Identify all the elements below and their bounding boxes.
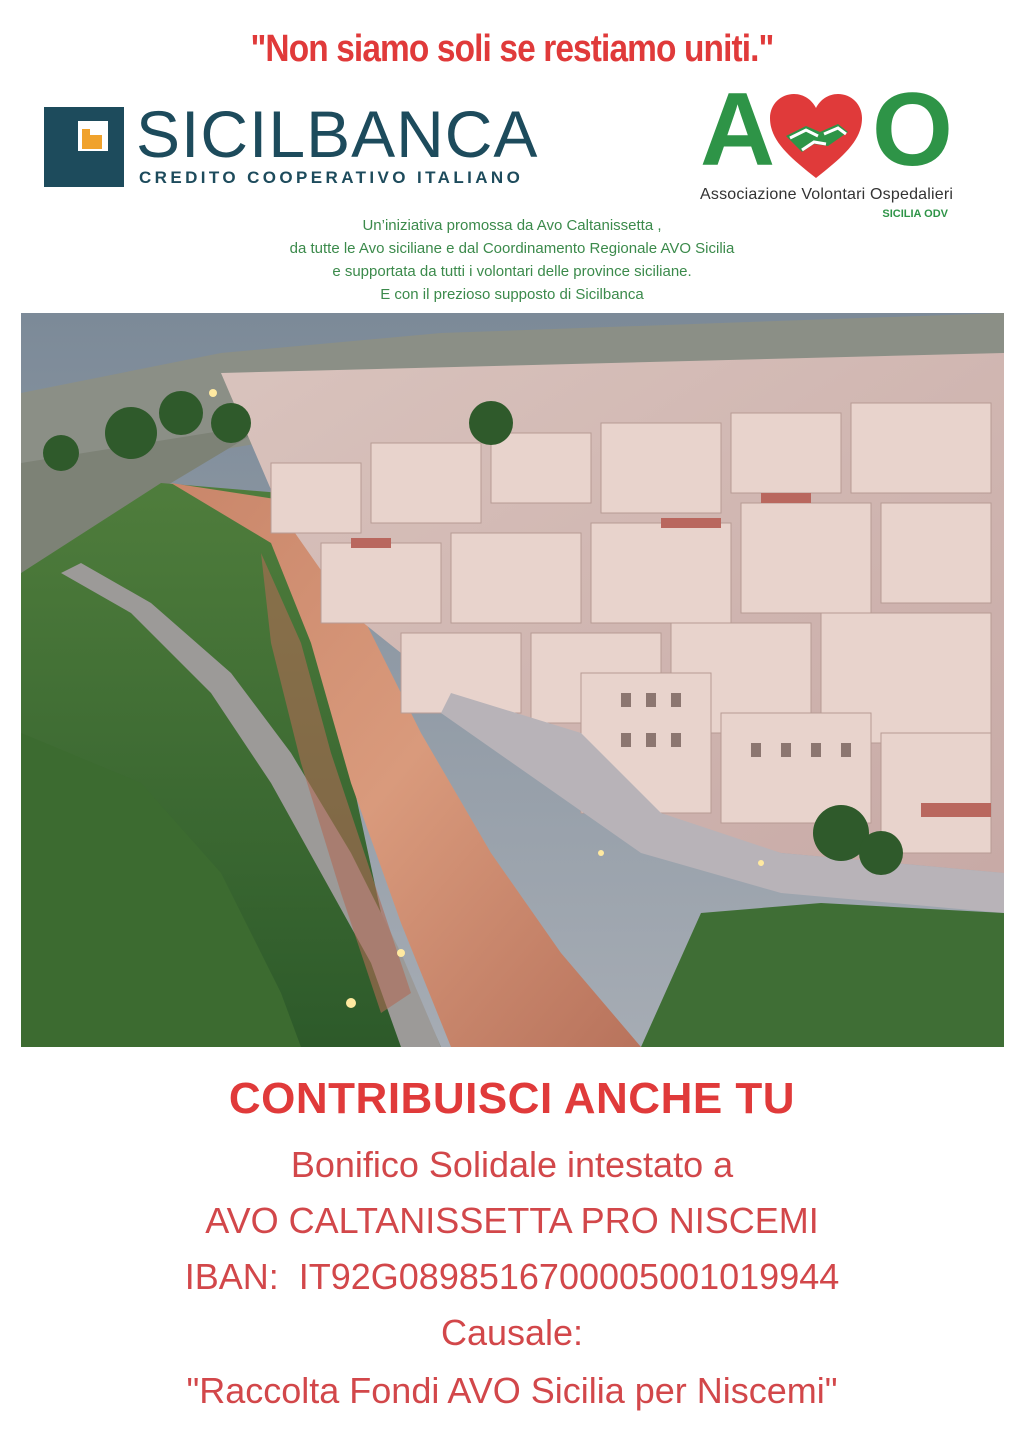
intro-line: da tutte le Avo siciliane e dal Coordinamento Regionale AVO Sicilia <box>289 240 735 257</box>
sicilbanca-mark-icon <box>44 107 124 187</box>
cta-line-iban: IBAN: IT92G0898516700005001019944 <box>184 1256 840 1297</box>
landslide-photo-illustration <box>21 313 1004 1047</box>
heart-hands-icon <box>768 92 864 182</box>
sicilbanca-logo <box>44 97 564 194</box>
cta-line-bonifico: Bonifico Solidale intestato a <box>290 1144 734 1185</box>
tagline: "Non siamo soli se restiamo uniti." <box>250 28 774 70</box>
avo-logo <box>700 72 960 225</box>
cta-line-causale-label: Causale: <box>440 1312 584 1353</box>
avo-letter-o: O <box>872 72 953 188</box>
intro-text <box>0 214 1024 306</box>
sicilbanca-subtitle: CREDITO COOPERATIVO ITALIANO <box>139 168 524 187</box>
avo-letter-a: A <box>700 72 776 188</box>
avo-full-name: Associazione Volontari Ospedalieri <box>700 186 954 203</box>
cta-line-causale-value: "Raccolta Fondi AVO Sicilia per Niscemi" <box>186 1370 838 1411</box>
avo-region: SICILIA ODV <box>882 208 948 220</box>
landslide-photo <box>21 313 1004 1047</box>
cta-line-beneficiary: AVO CALTANISSETTA PRO NISCEMI <box>205 1200 819 1241</box>
sicilbanca-name: SICILBANCA <box>136 97 539 171</box>
intro-line: Un’iniziativa promossa da Avo Caltanissetta , <box>362 217 662 234</box>
avo-wordmark <box>700 72 953 188</box>
cta-title: CONTRIBUISCI ANCHE TU <box>228 1074 796 1123</box>
intro-line: e supportata da tutti i volontari delle province siciliane. <box>332 263 692 280</box>
intro-line: E con il prezioso supposto di Sicilbanca <box>380 286 644 303</box>
